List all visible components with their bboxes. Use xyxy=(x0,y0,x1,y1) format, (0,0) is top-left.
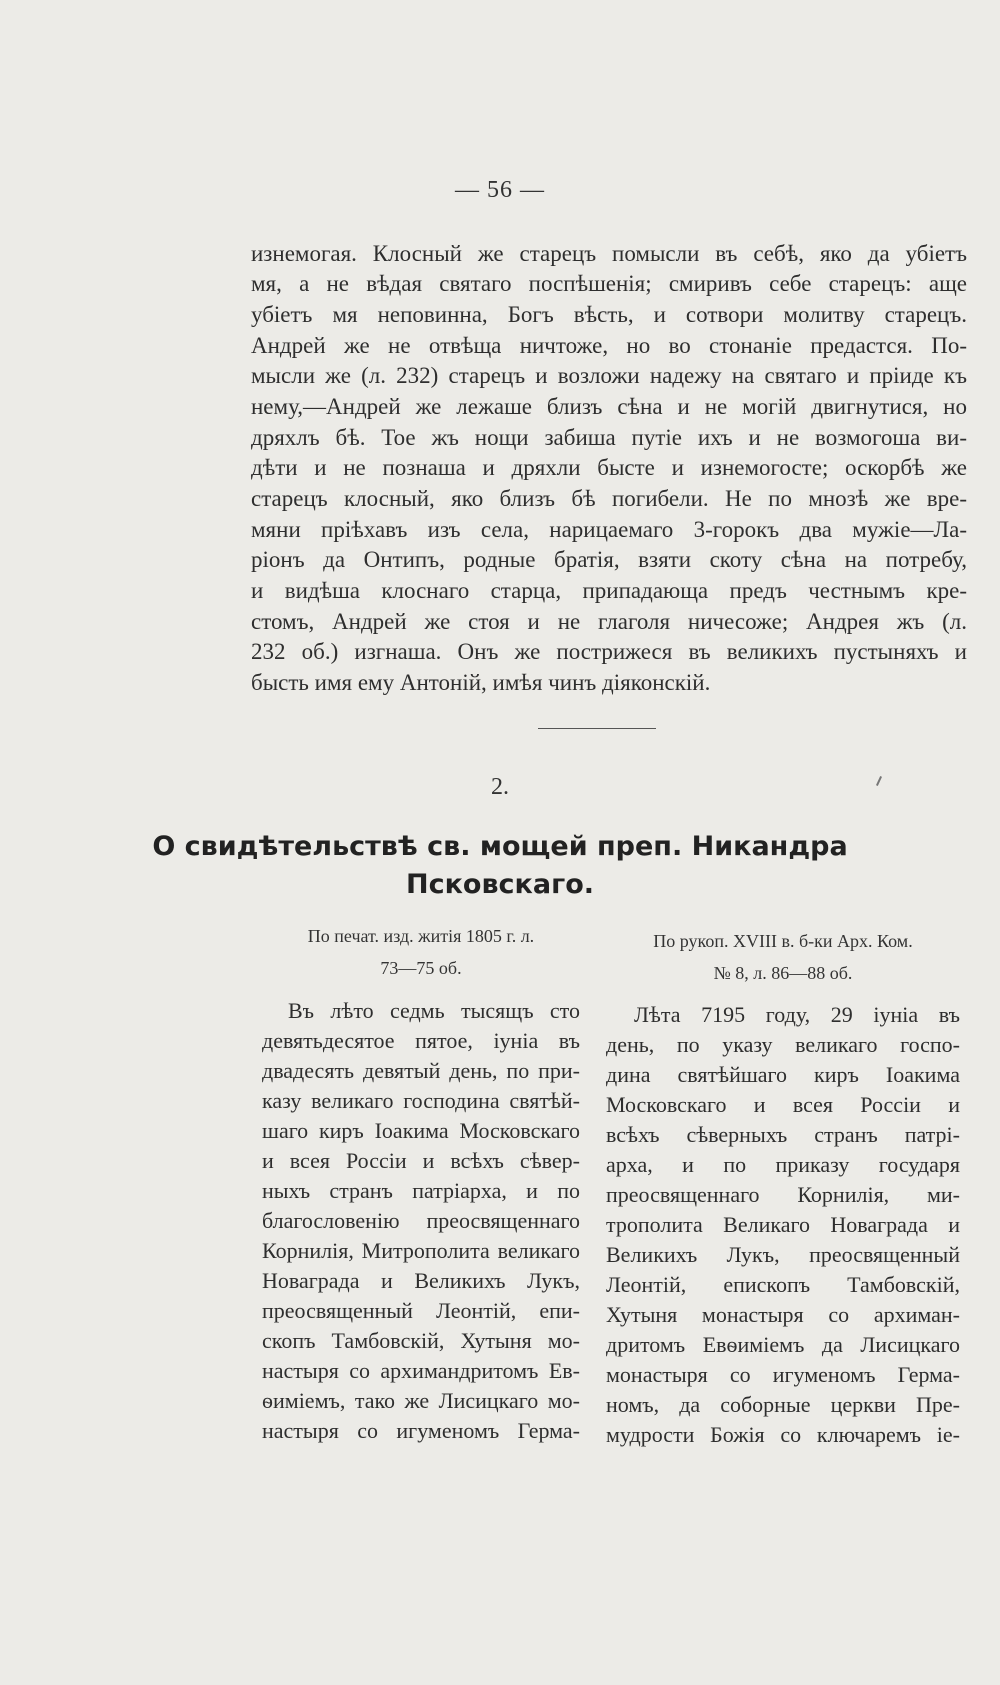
text-line: стомъ, Андрей же стоя и не глаголя ничесоже; Андрея жъ (л. xyxy=(251,609,967,634)
page-number: — 56 — xyxy=(455,177,545,203)
text-line: изнемогая. Клосный же старецъ помысли въ себѣ, яко да убіетъ xyxy=(251,241,967,266)
text-line: дряхлъ бѣ. Тое жъ нощи забиша путіе ихъ и не возмогоша ви- xyxy=(251,425,967,450)
section-heading: О свидѣтельствѣ св. мощей преп. Никандра xyxy=(152,831,848,862)
section-number: 2. xyxy=(491,774,509,800)
column-line: девятьдесятое пятое, іуніа въ xyxy=(262,1028,580,1053)
column-line: казу великаго господина святѣй- xyxy=(262,1088,580,1113)
column-line: дина святѣйшаго киръ Іоакима xyxy=(606,1062,960,1087)
column-line: Московскаго и всея Россіи и xyxy=(606,1092,960,1117)
column-line: скопъ Тамбовскій, Хутыня мо- xyxy=(262,1328,580,1353)
source-line: № 8, л. 86—88 об. xyxy=(713,963,853,983)
column-line: мудрости Божія со ключаремъ іе- xyxy=(606,1422,960,1447)
column-line: Лѣта 7195 году, 29 іуніа въ xyxy=(634,1002,960,1027)
column-line: Новаграда и Великихъ Лукъ, xyxy=(262,1268,580,1293)
column-line: настыря со игуменомъ Герма- xyxy=(262,1418,580,1443)
column-line: преосвященный Леонтій, епи- xyxy=(262,1298,580,1323)
text-line: 232 об.) изгнаша. Онъ же пострижеся въ великихъ пустыняхъ и xyxy=(251,639,967,664)
column-line: трополита Великаго Новаграда и xyxy=(606,1212,960,1237)
source-line: 73—75 об. xyxy=(380,958,462,978)
column-line: и всея Россіи и всѣхъ сѣвер- xyxy=(262,1148,580,1173)
column-line: шаго киръ Іоакима Московскаго xyxy=(262,1118,580,1143)
column-line: всѣхъ сѣверныхъ странъ патрі- xyxy=(606,1122,960,1147)
source-line: По печат. изд. житія 1805 г. л. xyxy=(307,926,535,946)
text-line: убіетъ мя неповинна, Богъ вѣсть, и сотвори молитву старецъ. xyxy=(251,302,967,327)
column-line: монастыря со игуменомъ Герма- xyxy=(606,1362,960,1387)
text-line: ріонъ да Онтипъ, родные братія, взяти скоту сѣна на потребу, xyxy=(251,547,967,572)
column-line: преосвященнаго Корнилія, ми- xyxy=(606,1182,960,1207)
text-line: бысть имя ему Антоній, имѣя чинъ діяконскій. xyxy=(251,670,711,695)
column-line: ныхъ странъ патріарха, и по xyxy=(262,1178,580,1203)
source-line: По рукоп. XVIII в. б-ки Арх. Ком. xyxy=(653,931,913,951)
text-line: и видѣша клоснаго старца, припадающа предъ честнымъ кре- xyxy=(251,578,967,603)
column-line: Леонтій, епископъ Тамбовскій, xyxy=(606,1272,960,1297)
section-divider xyxy=(538,728,656,729)
column-line: Хутыня монастыря со архиман- xyxy=(606,1302,960,1327)
column-line: благословенію преосвященнаго xyxy=(262,1208,580,1233)
text-line: Андрей же не отвѣща ничтоже, но во стонаніе предастся. По- xyxy=(251,333,967,358)
text-line: нему,—Андрей же лежаше близъ сѣна и не могій двигнутися, но xyxy=(251,394,967,419)
column-line: ѳиміемъ, тако же Лисицкаго мо- xyxy=(262,1388,580,1413)
text-line: мя, а не вѣдая святаго поспѣшенія; смиривъ себе старецъ: аще xyxy=(251,271,967,296)
text-line: старецъ клосный, яко близъ бѣ погибели. Не по мнозѣ же вре- xyxy=(251,486,967,511)
text-line: мысли же (л. 232) старецъ и возложи надежу на святаго и пріиде къ xyxy=(251,363,967,388)
text-line: мяни пріѣхавъ изъ села, нарицаемаго 3-горокъ два мужіе—Ла- xyxy=(251,517,967,542)
column-line: Въ лѣто седмь тысящъ сто xyxy=(288,998,580,1023)
column-line: Корнилія, Митрополита великаго xyxy=(262,1238,580,1263)
column-line: настыря со архимандритомъ Ев- xyxy=(262,1358,580,1383)
section-heading-continued: Псковскаго. xyxy=(405,869,595,900)
column-line: день, по указу великаго госпо- xyxy=(606,1032,960,1057)
text-line: дѣти и не познаша и дряхли бысте и изнемогосте; оскорбѣ же xyxy=(251,455,967,480)
column-line: двадесять девятый день, по при- xyxy=(262,1058,580,1083)
column-line: Великихъ Лукъ, преосвященный xyxy=(606,1242,960,1267)
column-line: дритомъ Евѳиміемъ да Лисицкаго xyxy=(606,1332,960,1357)
column-line: номъ, да соборные церкви Пре- xyxy=(606,1392,960,1417)
column-line: арха, и по приказу государя xyxy=(606,1152,960,1177)
